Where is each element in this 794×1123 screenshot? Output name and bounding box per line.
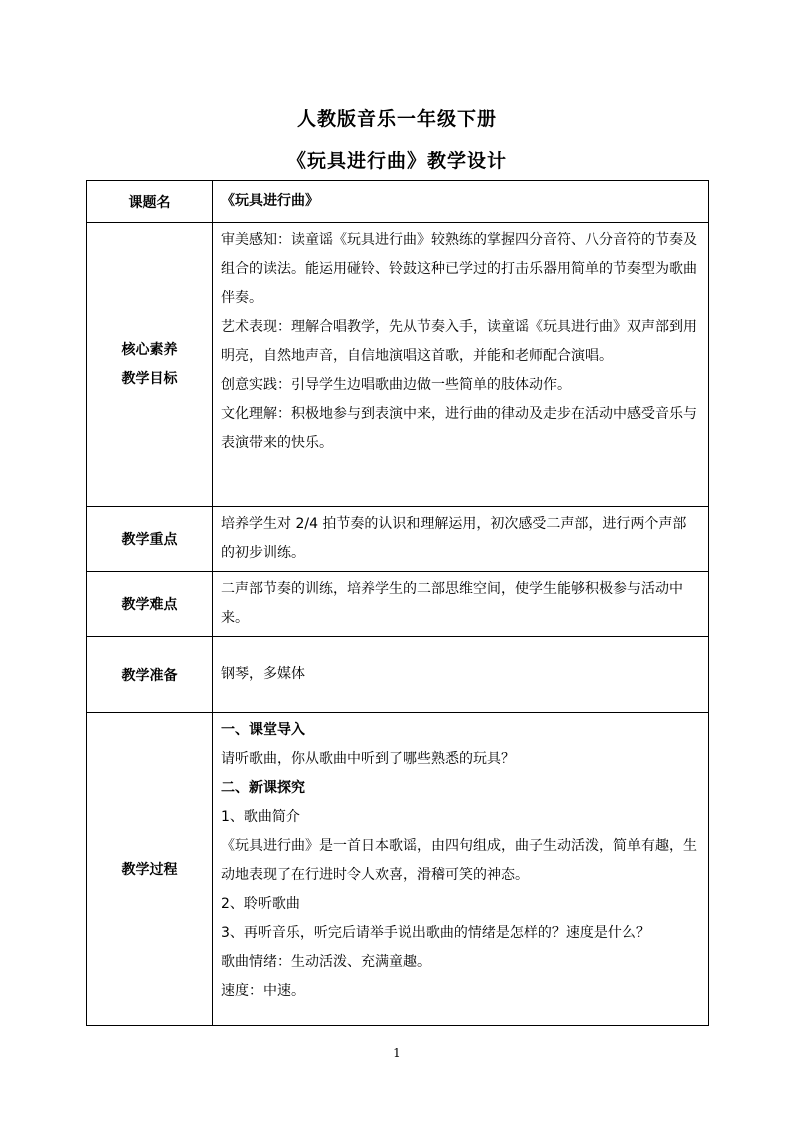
topic-label: 课题名: [87, 181, 213, 223]
process-item-intro: 1、歌曲简介: [221, 809, 300, 825]
topic-value: 《玩具进行曲》: [213, 181, 709, 223]
prep-label: 教学准备: [87, 637, 213, 713]
process-section-intro: 一、课堂导入: [221, 722, 305, 738]
table-row-prep: [87, 637, 709, 713]
table-row-difficulty: [87, 572, 709, 637]
process-song-intro: 《玩具进行曲》是一首日本歌谣，由四句组成，曲子生动活泼，简单有趣，生动地表现了在行进时令人欢喜，滑稽可笑的神态。: [221, 838, 697, 883]
process-label: 教学过程: [87, 713, 213, 1026]
process-speed: 速度：中速。: [221, 983, 305, 999]
goal-aesthetic: 审美感知：读童谣《玩具进行曲》较熟练的掌握四分音符、八分音符的节奏及组合的读法。能运用碰铃、铃鼓这种已学过的打击乐器用简单的节奏型为歌曲伴奏。: [221, 232, 697, 306]
page-number: 1: [393, 1046, 401, 1060]
lesson-plan-table: [86, 180, 709, 1026]
document-subtitle: 《玩具进行曲》教学设计: [286, 150, 507, 172]
table-row-process: [87, 713, 709, 1026]
goal-expression: 艺术表现：理解合唱教学，先从节奏入手，读童谣《玩具进行曲》双声部到用明亮，自然地声音，自信地演唱这首歌，并能和老师配合演唱。: [221, 319, 697, 364]
difficulty-value: 二声部节奏的训练，培养学生的二部思维空间，使学生能够积极参与活动中来。: [213, 572, 709, 637]
process-section-explore: 二、新课探究: [221, 780, 305, 796]
key-value: 培养学生对 2/4 拍节奏的认识和理解运用，初次感受二声部，进行两个声部的初步训练。: [213, 507, 709, 572]
process-item-relisten: 3、再听音乐，听完后请举手说出歌曲的情绪是怎样的？速度是什么？: [221, 925, 650, 941]
goals-label-line2: 教学目标: [121, 370, 178, 387]
process-mood: 歌曲情绪：生动活泼、充满童趣。: [221, 954, 431, 970]
prep-value: 钢琴，多媒体: [213, 637, 709, 713]
table-row-topic: [87, 181, 709, 223]
difficulty-label: 教学难点: [87, 572, 213, 637]
goals-content: [213, 223, 709, 507]
process-content: [213, 713, 709, 1026]
process-line-listen: 请听歌曲，你从歌曲中听到了哪些熟悉的玩具？: [221, 751, 515, 767]
key-label: 教学重点: [87, 507, 213, 572]
table-row-key: [87, 507, 709, 572]
goal-creativity: 创意实践：引导学生边唱歌曲边做一些简单的肢体动作。: [221, 377, 571, 393]
document-title: 人教版音乐一年级下册: [296, 108, 497, 130]
goals-label-line1: 核心素养: [121, 341, 178, 358]
goal-culture: 文化理解：积极地参与到表演中来，进行曲的律动及走步在活动中感受音乐与表演带来的快乐。: [221, 406, 697, 451]
goals-label-cell: [87, 223, 213, 507]
process-item-listen: 2、聆听歌曲: [221, 896, 300, 912]
table-row-goals: [87, 223, 709, 507]
